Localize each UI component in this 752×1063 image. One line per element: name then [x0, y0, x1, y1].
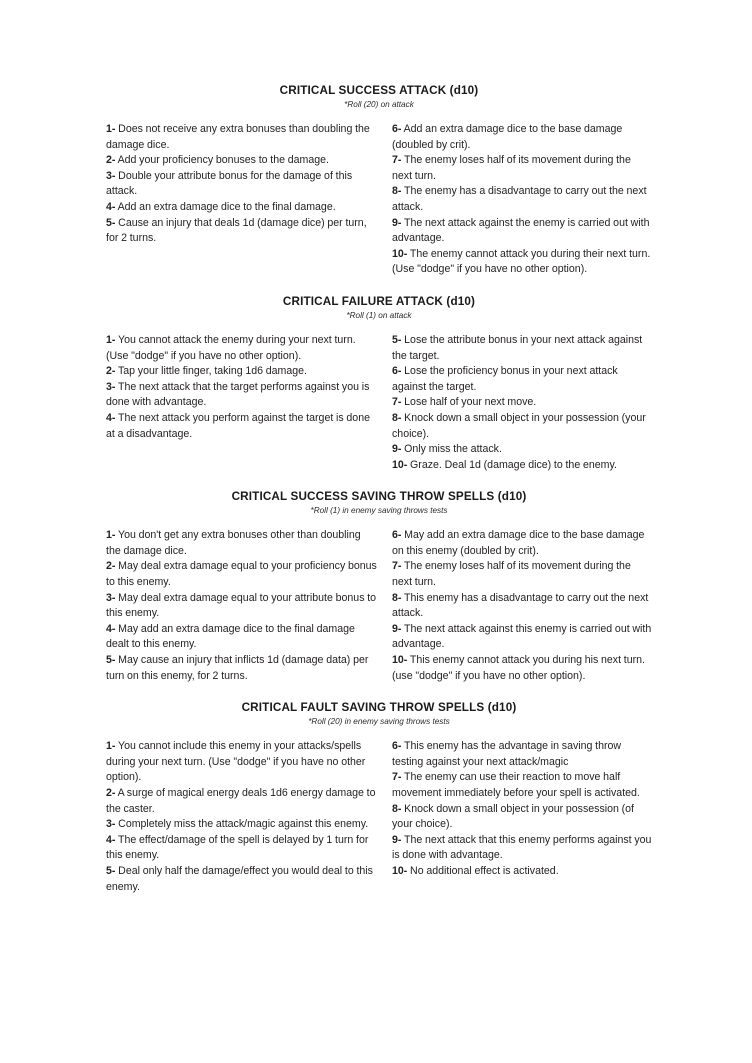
rule-entry-number: 7-	[392, 154, 402, 167]
rule-entry-number: 9-	[392, 443, 402, 456]
rule-entry-text: Add an extra damage dice to the base damage (doubled by crit).	[392, 123, 623, 151]
rule-entry-text: The next attack you perform against the target is done at a disadvantage.	[106, 411, 370, 440]
rule-entry-number: 10-	[392, 864, 408, 877]
rule-entry-number: 3-	[106, 169, 116, 182]
rule-entry	[392, 802, 652, 833]
rule-entry-text: Knock down a small object in your possession (your choice).	[392, 411, 646, 440]
rules-section	[106, 701, 652, 895]
rule-entry-text: This enemy has the advantage in saving throw testing against your next attack/magic	[392, 740, 622, 768]
rule-entry	[392, 395, 652, 411]
rule-entry-text: Does not receive any extra bonuses than doubling the damage dice.	[106, 123, 370, 151]
section-column-left	[106, 122, 392, 247]
section-subtitle: *Roll (20) in enemy saving throws tests	[308, 717, 450, 727]
rule-entry-text: The next attack against this enemy is carried out with advantage.	[392, 622, 652, 651]
rule-entry-text: Only miss the attack.	[401, 443, 502, 456]
rule-entry-number: 1-	[106, 529, 116, 542]
rule-entry-number: 10-	[392, 247, 408, 260]
rule-entry	[106, 364, 378, 380]
rule-entry-text: The effect/damage of the spell is delayed by 1 turn for this enemy.	[106, 833, 369, 862]
rule-entry-number: 2-	[106, 365, 116, 378]
rule-entry	[392, 622, 652, 653]
rule-entry-number: 8-	[392, 591, 402, 604]
rule-entry	[392, 364, 652, 395]
section-subtitle: *Roll (1) on attack	[346, 310, 412, 320]
rule-entry-number: 1-	[106, 740, 116, 753]
rule-entry	[106, 528, 378, 559]
rule-entry	[106, 653, 378, 684]
rule-entry	[106, 559, 378, 590]
rule-entry-number: 5-	[392, 333, 402, 346]
rules-section	[106, 490, 652, 684]
rules-section	[106, 84, 652, 278]
rule-entry-text: Add an extra damage dice to the final damage.	[115, 200, 336, 213]
section-heading: CRITICAL FAULT SAVING THROW SPELLS (d10)	[241, 701, 517, 715]
rule-entry-number: 8-	[392, 411, 402, 424]
section-heading: CRITICAL FAILURE ATTACK (d10)	[282, 294, 476, 308]
rule-entry	[392, 591, 652, 622]
rule-entry-number: 6-	[392, 123, 402, 135]
rule-entry-text: May deal extra damage equal to your proficiency bonus to this enemy.	[106, 560, 377, 589]
rule-entry	[106, 864, 378, 895]
rule-entry-text: May cause an injury that inflicts 1d (damage data) per turn on this enemy, for 2 turns.	[106, 654, 369, 682]
rule-entry	[106, 169, 378, 200]
section-column-right	[392, 122, 652, 278]
rule-entry	[106, 122, 378, 153]
rule-entry	[392, 153, 652, 184]
rule-entry-text: Graze. Deal 1d (damage dice) to the enemy.	[407, 458, 617, 471]
section-column-left	[106, 333, 392, 442]
rule-entry	[392, 333, 652, 364]
rule-entry-number: 2-	[106, 154, 116, 167]
section-columns	[106, 739, 652, 895]
rule-entry-text: Lose the proficiency bonus in your next attack against the target.	[392, 365, 618, 393]
rule-entry-text: May add an extra damage dice to the final damage dealt to this enemy.	[106, 622, 355, 651]
section-column-right	[392, 528, 652, 684]
rule-entry-text: This enemy cannot attack you during his next turn. (use "dodge" if you have no other option).	[392, 654, 645, 682]
rule-entry	[392, 411, 652, 442]
rule-entry	[392, 739, 652, 770]
rule-entry-text: Lose the attribute bonus in your next attack against the target.	[392, 333, 643, 362]
rule-entry-text: May add an extra damage dice to the base damage on this enemy (doubled by crit).	[392, 529, 645, 557]
rule-entry-text: The enemy loses half of its movement during the next turn.	[392, 154, 631, 182]
rule-entry-number: 4-	[106, 411, 116, 424]
rule-entry-text: You cannot include this enemy in your attacks/spells during your next turn. (Use "dodge" if you have no other option).	[106, 740, 366, 784]
rule-entry-number: 1-	[106, 333, 116, 346]
section-columns	[106, 122, 652, 278]
rule-entry-text: The next attack against the enemy is carried out with advantage.	[392, 216, 650, 245]
section-columns	[106, 528, 652, 684]
rule-entry-text: Lose half of your next move.	[401, 396, 537, 409]
rule-entry	[106, 739, 378, 786]
section-heading: CRITICAL SUCCESS ATTACK (d10)	[279, 84, 479, 97]
rule-entry	[106, 833, 378, 864]
rule-entry-text: This enemy has a disadvantage to carry out the next attack.	[392, 591, 649, 620]
rule-entry	[106, 786, 378, 817]
rule-entry-number: 3-	[106, 591, 116, 604]
rule-entry	[106, 216, 378, 247]
rule-entry	[392, 247, 652, 278]
rule-entry	[106, 411, 378, 442]
rule-entry	[106, 591, 378, 622]
rule-entry	[106, 153, 378, 169]
rule-entry	[392, 833, 652, 864]
rule-entry-number: 3-	[106, 380, 116, 393]
rule-entry	[392, 184, 652, 215]
rule-entry-text: The enemy cannot attack you during their next turn. (Use "dodge" if you have no other option).	[392, 247, 651, 276]
rule-entry-number: 9-	[392, 622, 402, 635]
rule-entry-number: 4-	[106, 200, 116, 213]
sections-container	[106, 84, 652, 895]
rule-entry-number: 6-	[392, 365, 402, 378]
rule-entry-number: 5-	[106, 216, 116, 229]
section-column-left	[106, 528, 392, 684]
rule-entry	[106, 200, 378, 216]
rule-entry-number: 7-	[392, 771, 402, 784]
rule-entry-number: 4-	[106, 622, 116, 635]
rule-entry	[106, 333, 378, 364]
rule-entry-number: 5-	[106, 654, 116, 667]
rule-entry	[392, 770, 652, 801]
rule-entry-text: A surge of magical energy deals 1d6 energy damage to the caster.	[106, 787, 376, 815]
rule-entry-text: Deal only half the damage/effect you would deal to this enemy.	[106, 864, 373, 893]
rule-entry-number: 8-	[392, 185, 402, 198]
section-subtitle: *Roll (1) in enemy saving throws tests	[310, 506, 448, 516]
rule-entry-text: May deal extra damage equal to your attribute bonus to this enemy.	[106, 591, 377, 620]
rule-entry-text: Knock down a small object in your possession (of your choice).	[392, 802, 634, 831]
rule-entry-number: 6-	[392, 740, 402, 753]
rule-entry-number: 7-	[392, 560, 402, 573]
rule-entry-number: 5-	[106, 864, 116, 877]
rule-entry-number: 10-	[392, 458, 408, 471]
rule-entry-text: The enemy has a disadvantage to carry out the next attack.	[392, 185, 647, 213]
rule-entry-number: 7-	[392, 396, 402, 409]
rule-entry-number: 2-	[106, 787, 116, 799]
section-column-right	[392, 739, 652, 879]
rule-entry	[106, 622, 378, 653]
rule-entry-text: The next attack that this enemy performs against you is done with advantage.	[392, 833, 652, 862]
rule-entry	[392, 559, 652, 590]
rule-entry-text: Double your attribute bonus for the damage of this attack.	[106, 169, 353, 198]
rule-entry-text: Completely miss the attack/magic against this enemy.	[115, 818, 369, 831]
rule-entry-number: 8-	[392, 802, 402, 815]
rule-entry-number: 10-	[392, 654, 408, 667]
rule-entry-text: No additional effect is activated.	[407, 864, 559, 877]
rule-entry	[392, 216, 652, 247]
rule-entry	[392, 458, 652, 474]
rule-entry-text: The next attack that the target performs against you is done with advantage.	[106, 380, 370, 409]
rule-entry-number: 2-	[106, 560, 116, 573]
rule-entry	[106, 380, 378, 411]
rule-entry-text: Cause an injury that deals 1d (damage dice) per turn, for 2 turns.	[106, 216, 367, 245]
section-column-left	[106, 739, 392, 895]
rule-entry-number: 4-	[106, 833, 116, 846]
rule-entry	[392, 442, 652, 458]
rule-entry-text: Tap your little finger, taking 1d6 damage.	[115, 365, 307, 378]
rule-entry-number: 9-	[392, 833, 402, 846]
section-columns	[106, 333, 652, 473]
section-subtitle: *Roll (20) on attack	[344, 100, 414, 109]
rule-entry-text: The enemy loses half of its movement during the next turn.	[392, 560, 631, 589]
section-heading: CRITICAL SUCCESS SAVING THROW SPELLS (d10)	[231, 490, 527, 504]
rule-entry	[392, 528, 652, 559]
rule-entry	[392, 653, 652, 684]
rule-entry	[392, 122, 652, 153]
rule-entry-text: Add your proficiency bonuses to the damage.	[115, 154, 329, 167]
rule-entry-number: 1-	[106, 123, 116, 135]
section-column-right	[392, 333, 652, 473]
rule-entry-number: 9-	[392, 216, 402, 229]
rule-entry	[106, 817, 378, 833]
rule-entry-number: 6-	[392, 529, 402, 542]
rules-section	[106, 295, 652, 473]
rule-entry-text: The enemy can use their reaction to move half movement immediately before your spell is activated.	[392, 771, 640, 799]
rule-entry-text: You cannot attack the enemy during your next turn. (Use "dodge" if you have no other option).	[106, 333, 356, 362]
rule-entry	[392, 864, 652, 880]
rule-entry-text: You don't get any extra bonuses other than doubling the damage dice.	[106, 529, 361, 557]
rule-entry-number: 3-	[106, 818, 116, 831]
